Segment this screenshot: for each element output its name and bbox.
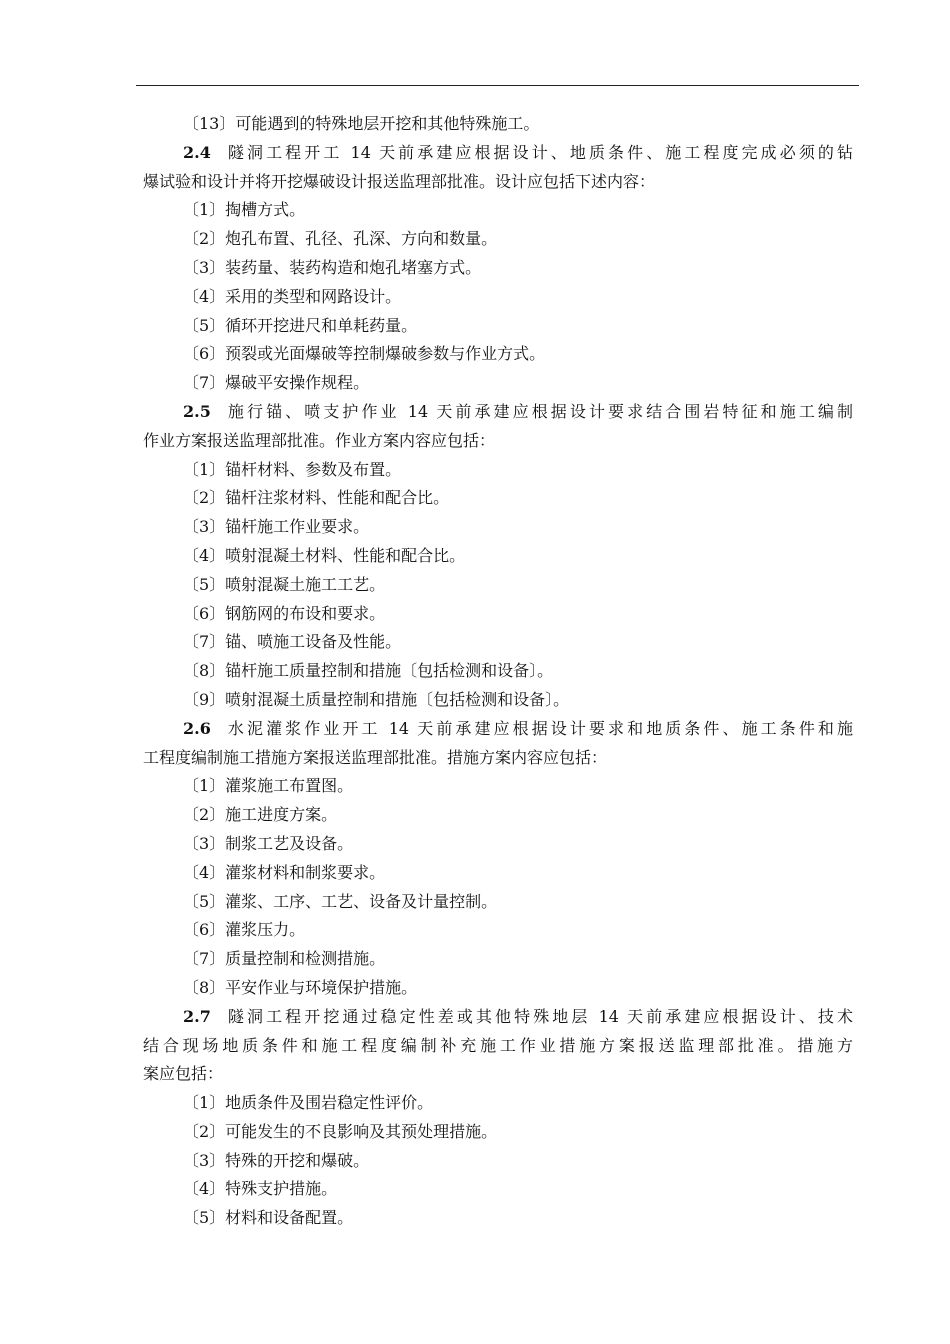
list-item [143,456,853,485]
section-number: 2.4 [183,142,211,162]
list-item [143,772,853,801]
list-item [143,110,853,139]
list-item-text: 〔1〕掏槽方式。 [183,200,306,220]
list-item [143,283,853,312]
list-item-text: 〔9〕喷射混凝土质量控制和措施〔包括检测和设备〕。 [183,689,570,709]
list-item [143,571,853,600]
section-number: 2.5 [183,401,211,421]
list-item [143,484,853,513]
list-item-text: 〔5〕材料和设备配置。 [183,1208,354,1228]
list-item-text: 〔3〕制浆工艺及设备。 [183,833,354,853]
list-item-text: 〔2〕锚杆注浆材料、性能和配合比。 [183,488,450,508]
list-item [143,974,853,1003]
list-item-text: 〔4〕采用的类型和网路设计。 [183,286,402,306]
document-body [143,110,853,1233]
list-item-text: 〔6〕灌浆压力。 [183,920,306,940]
list-item-text: 〔1〕锚杆材料、参数及布置。 [183,459,402,479]
list-item-text: 〔7〕锚、喷施工设备及性能。 [183,632,402,652]
list-item-text: 〔1〕地质条件及围岩稳定性评价。 [183,1093,434,1113]
paragraph-continuation [143,1032,853,1061]
paragraph-text: 工程度编制施工措施方案报送监理部批准。措施方案内容应包括： [143,747,608,767]
list-item-text: 〔2〕施工进度方案。 [183,805,338,825]
list-item [143,600,853,629]
list-item [143,312,853,341]
list-item-text: 〔4〕喷射混凝土材料、性能和配合比。 [183,545,466,565]
list-item [143,830,853,859]
list-item [143,945,853,974]
list-item-text: 〔3〕锚杆施工作业要求。 [183,517,370,537]
paragraph-continuation [143,744,853,773]
section-number: 2.6 [183,718,211,738]
paragraph-text: 案应包括： [143,1064,224,1084]
paragraph-text: 作业方案报送监理部批准。作业方案内容应包括： [143,430,496,450]
list-item [143,196,853,225]
list-item-text: 〔6〕钢筋网的布设和要求。 [183,603,386,623]
list-item-text: 〔7〕爆破平安操作规程。 [183,373,370,393]
section-paragraph-start [143,398,853,427]
list-item [143,254,853,283]
section-number: 2.7 [183,1006,211,1026]
list-item-text: 〔8〕锚杆施工质量控制和措施〔包括检测和设备〕。 [183,661,554,681]
list-item [143,1175,853,1204]
list-item [143,225,853,254]
list-item [143,657,853,686]
list-item-text: 〔5〕喷射混凝土施工工艺。 [183,574,386,594]
paragraph-text: 爆试验和设计并将开挖爆破设计报送监理部批准。设计应包括下述内容： [143,171,656,191]
list-item-text: 〔4〕灌浆材料和制浆要求。 [183,862,386,882]
list-item-text: 〔4〕特殊支护措施。 [183,1179,338,1199]
list-item [143,859,853,888]
list-item [143,542,853,571]
list-item [143,888,853,917]
list-item [143,1089,853,1118]
list-item-text: 〔7〕质量控制和检测措施。 [183,949,386,969]
list-item-text: 〔1〕灌浆施工布置图。 [183,776,354,796]
list-item [143,369,853,398]
list-item-text: 〔8〕平安作业与环境保护措施。 [183,977,418,997]
list-item-text: 〔2〕可能发生的不良影响及其预处理措施。 [183,1121,498,1141]
list-item [143,686,853,715]
list-item-text: 〔2〕炮孔布置、孔径、孔深、方向和数量。 [183,229,498,249]
list-item [143,628,853,657]
section-text: 水泥灌浆作业开工 14 天前承建应根据设计要求和地质条件、施工条件和施 [224,718,853,738]
list-item [143,1204,853,1233]
list-item-text: 〔6〕预裂或光面爆破等控制爆破参数与作业方式。 [183,344,546,364]
list-item [143,340,853,369]
header-rule [136,85,859,86]
paragraph-continuation [143,1060,853,1089]
list-item-text: 〔5〕灌浆、工序、工艺、设备及计量控制。 [183,891,498,911]
section-text: 隧洞工程开挖通过稳定性差或其他特殊地层 14 天前承建应根据设计、技术 [224,1006,853,1026]
list-item [143,1118,853,1147]
paragraph-continuation [143,427,853,456]
section-paragraph-start [143,715,853,744]
paragraph-text: 结合现场地质条件和施工程度编制补充施工作业措施方案报送监理部批准。措施方 [143,1035,853,1055]
section-paragraph-start [143,1003,853,1032]
list-item-text: 〔3〕装药量、装药构造和炮孔堵塞方式。 [183,257,482,277]
section-text: 隧洞工程开工 14 天前承建应根据设计、地质条件、施工程度完成必须的钻 [224,142,853,162]
list-item [143,916,853,945]
list-item-text: 〔13〕可能遇到的特殊地层开挖和其他特殊施工。 [183,114,540,133]
paragraph-continuation [143,168,853,197]
list-item [143,513,853,542]
list-item-text: 〔3〕特殊的开挖和爆破。 [183,1150,370,1170]
section-paragraph-start [143,139,853,168]
list-item [143,1147,853,1176]
list-item [143,801,853,830]
section-text: 施行锚、喷支护作业 14 天前承建应根据设计要求结合围岩特征和施工编制 [224,401,853,421]
list-item-text: 〔5〕循环开挖进尺和单耗药量。 [183,315,418,335]
